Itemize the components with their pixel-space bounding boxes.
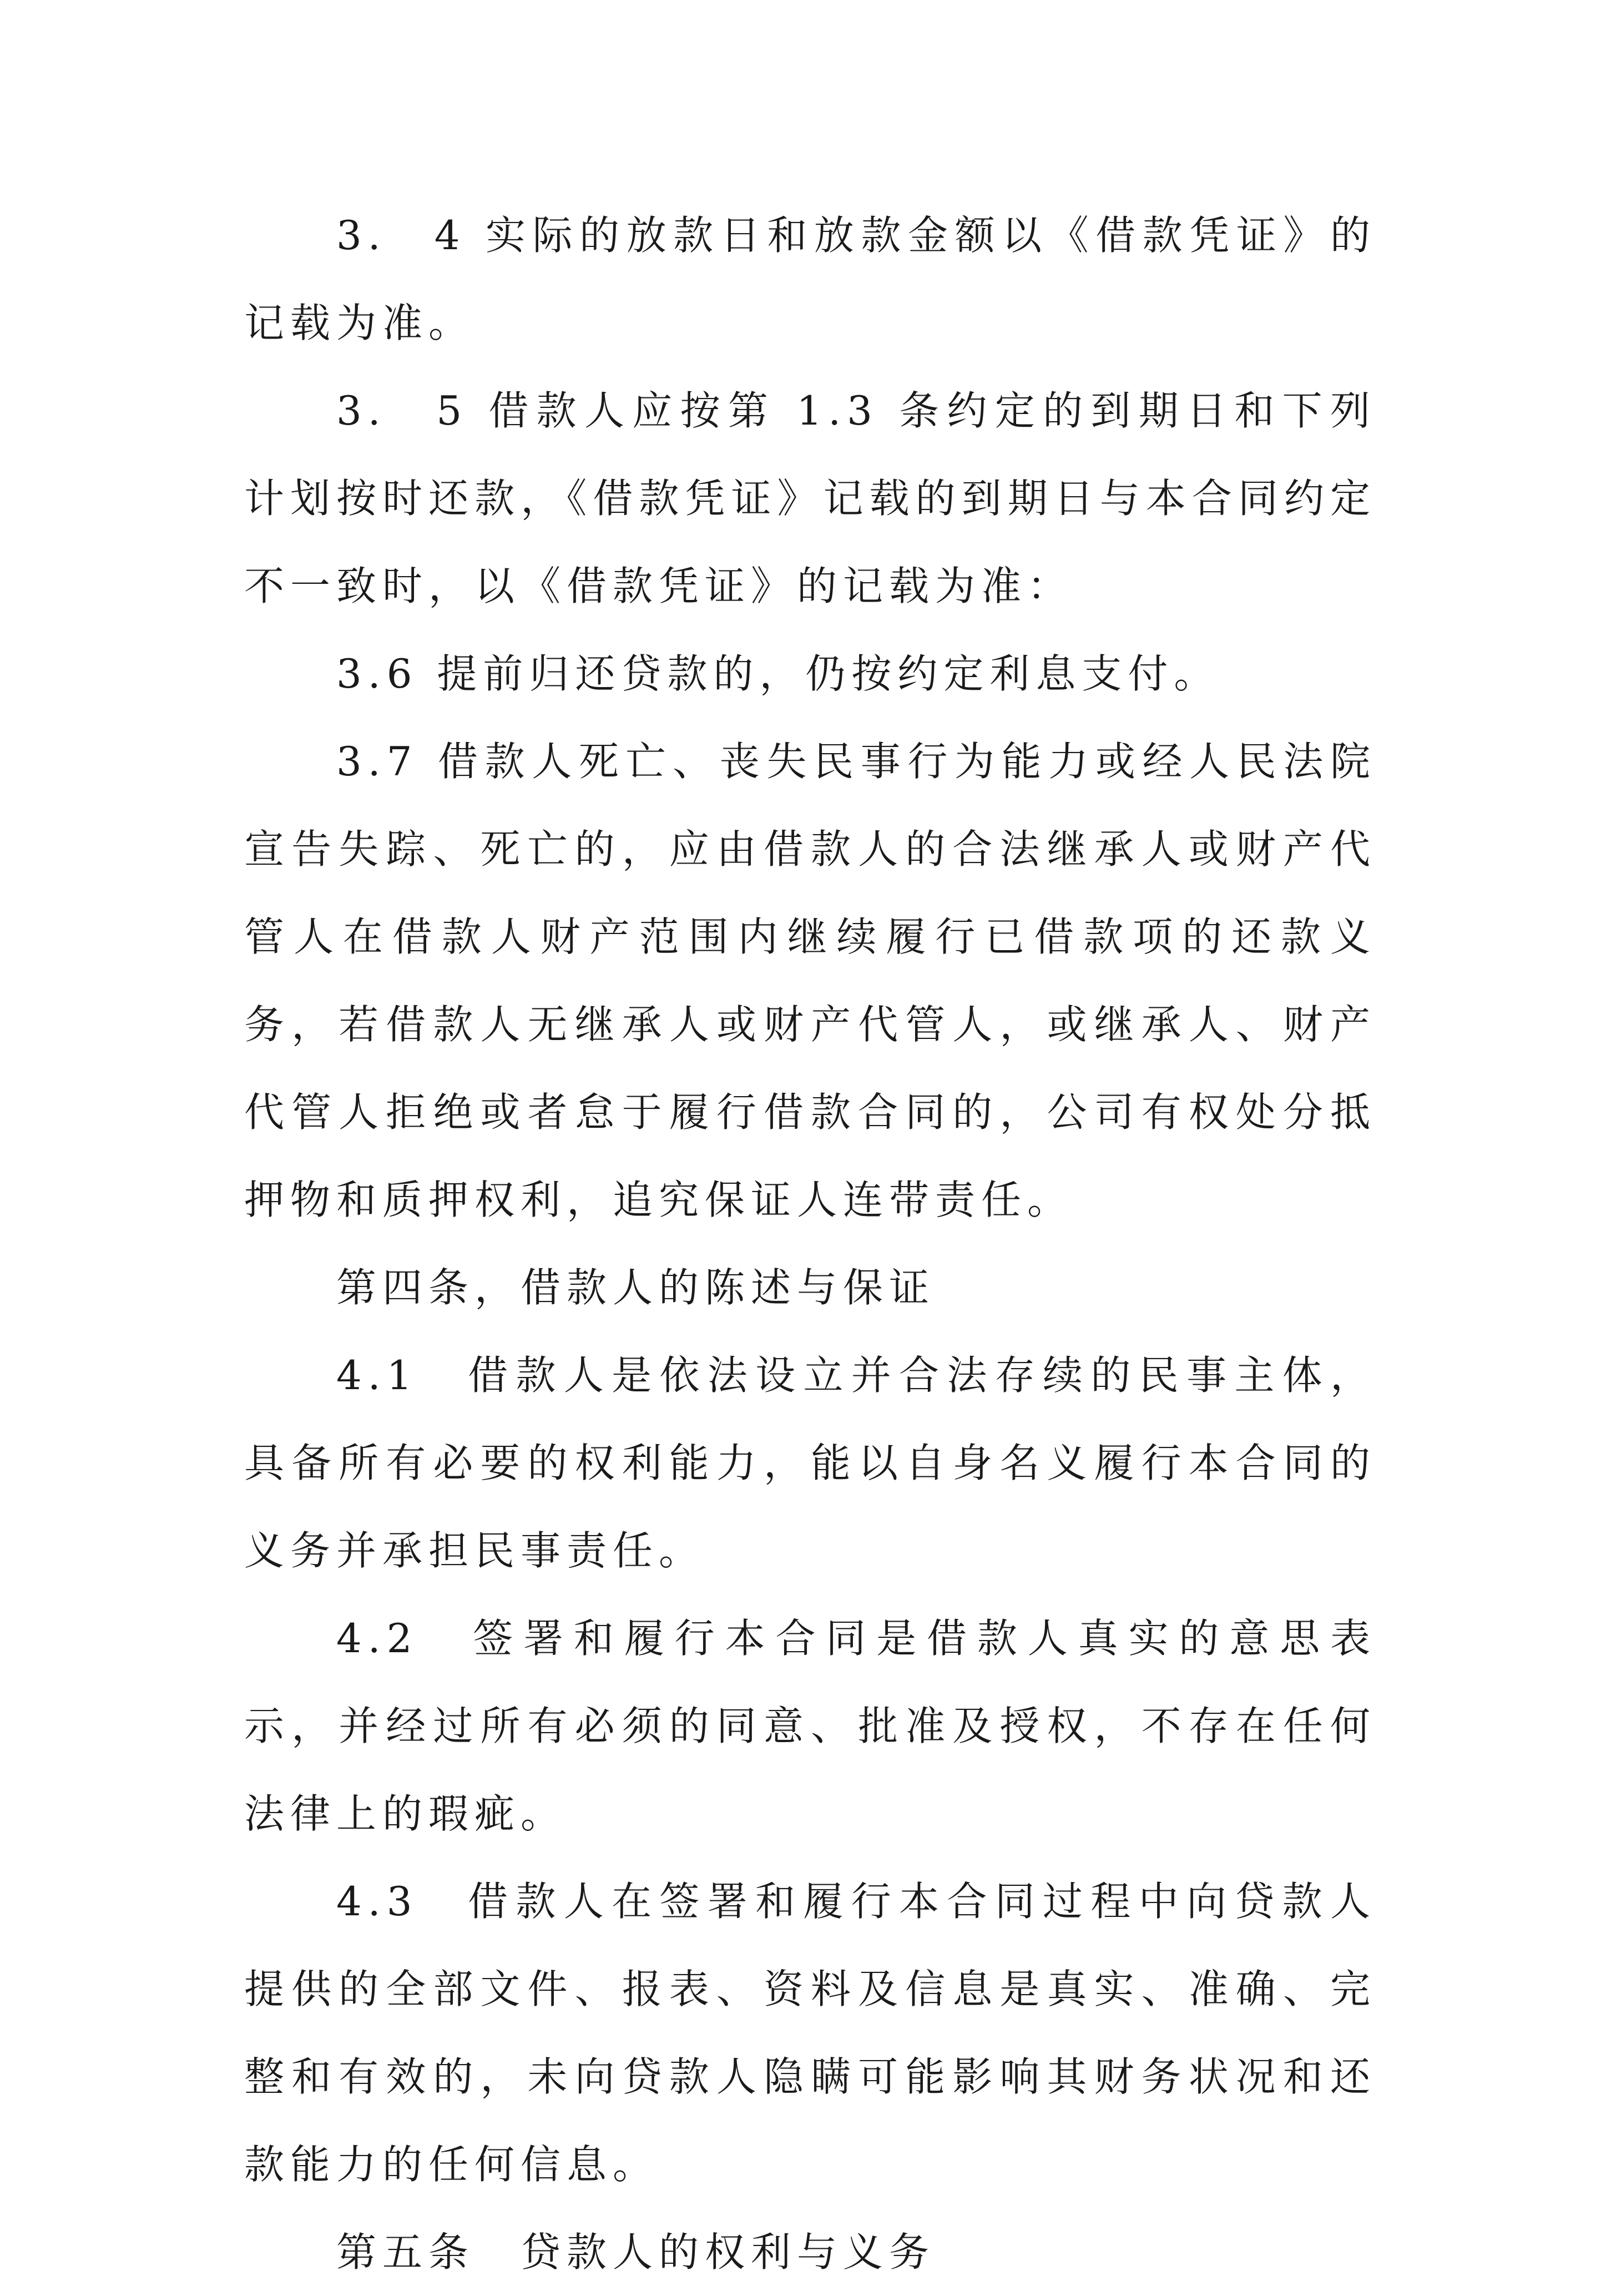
clause-3-6: 3.6 提前归还贷款的，仍按约定利息支付。	[336, 650, 1220, 697]
clause-4-3: 4.3 借款人在签署和履行本合同过程中向贷款人提供的全部文件、报表、资料及信息是真实、准确、完整和有效的，未向贷款人隐瞒可能影响其财务状况和还款能力的任何信息。	[244, 1878, 1376, 2188]
document-body	[244, 191, 1376, 2296]
clause-4-1: 4.1 借款人是依法设立并合法存续的民事主体，具备所有必要的权利能力，能以自身名义履行本合同的义务并承担民事责任。	[244, 1352, 1376, 1574]
clause-3-5: 3. 5 借款人应按第 1.3 条约定的到期日和下列计划按时还款，《借款凭证》记载的到期日与本合同约定不一致时，以《借款凭证》的记载为准：	[244, 387, 1376, 609]
clause-3-4: 3. 4 实际的放款日和放款金额以《借款凭证》的记载为准。	[244, 212, 1376, 346]
article-4-heading: 第四条，借款人的陈述与保证	[336, 1264, 936, 1311]
article-5-heading: 第五条 贷款人的权利与义务	[336, 2229, 936, 2275]
clause-4-2: 4.2 签署和履行本合同是借款人真实的意思表示，并经过所有必须的同意、批准及授权，不存在任何法律上的瑕疵。	[244, 1615, 1376, 1837]
clause-3-7: 3.7 借款人死亡、丧失民事行为能力或经人民法院宣告失踪、死亡的，应由借款人的合法继承人或财产代管人在借款人财产范围内继续履行已借款项的还款义务，若借款人无继承人或财产代管人，或继承人、财产代管人拒绝或者怠于履行借款合同的，公司有权处分抵押物和质押权利，追究保证人连带责任。	[244, 738, 1376, 1223]
